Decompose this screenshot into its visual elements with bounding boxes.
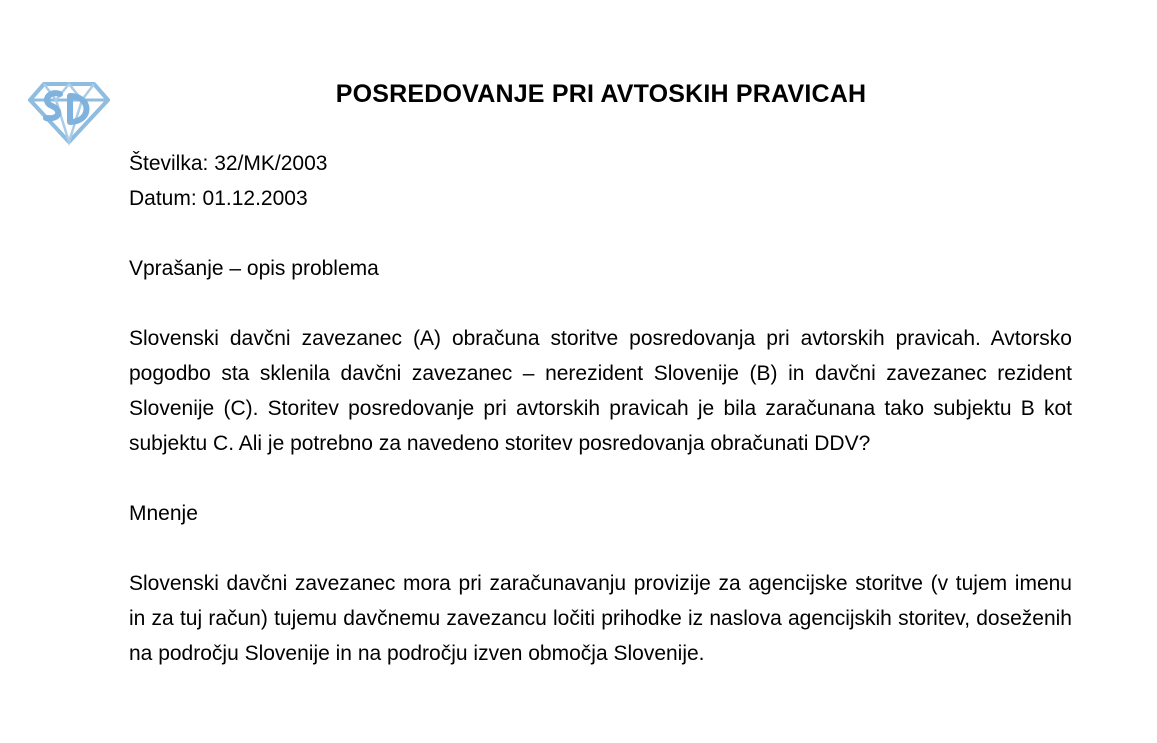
opinion-paragraph: Slovenski davčni zavezanec mora pri zaračunavanju provizije za agencijske storitve (v tujem imenu in za tuj račun) tujemu davčnemu zavezancu ločiti prihodke iz naslova agencijskih storitev, doseženih na področju Slovenije in na področju izven območja Slovenije. [129, 572, 1072, 665]
opinion-heading: Mnenje [129, 502, 198, 525]
document-title: POSREDOVANJE PRI AVTOSKIH PRAVICAH [335, 80, 867, 108]
document-date: Datum: 01.12.2003 [129, 187, 308, 210]
question-heading: Vprašanje – opis problema [129, 257, 379, 280]
question-paragraph: Slovenski davčni zavezanec (A) obračuna storitve posredovanja pri avtorskih pravicah. Avtorsko pogodbo sta sklenila davčni zavezanec – nerezident Slovenije (B) in davčni zavezanec rezident Slovenije (C). Storitev posredovanje pri avtorskih pravicah je bila zaračunana tako subjektu B kot subjektu C. Ali je potrebno za navedeno storitev posredovanja obračunati DDV? [129, 327, 1072, 455]
document-body [129, 146, 1072, 671]
document-number: Številka: 32/MK/2003 [129, 152, 328, 175]
